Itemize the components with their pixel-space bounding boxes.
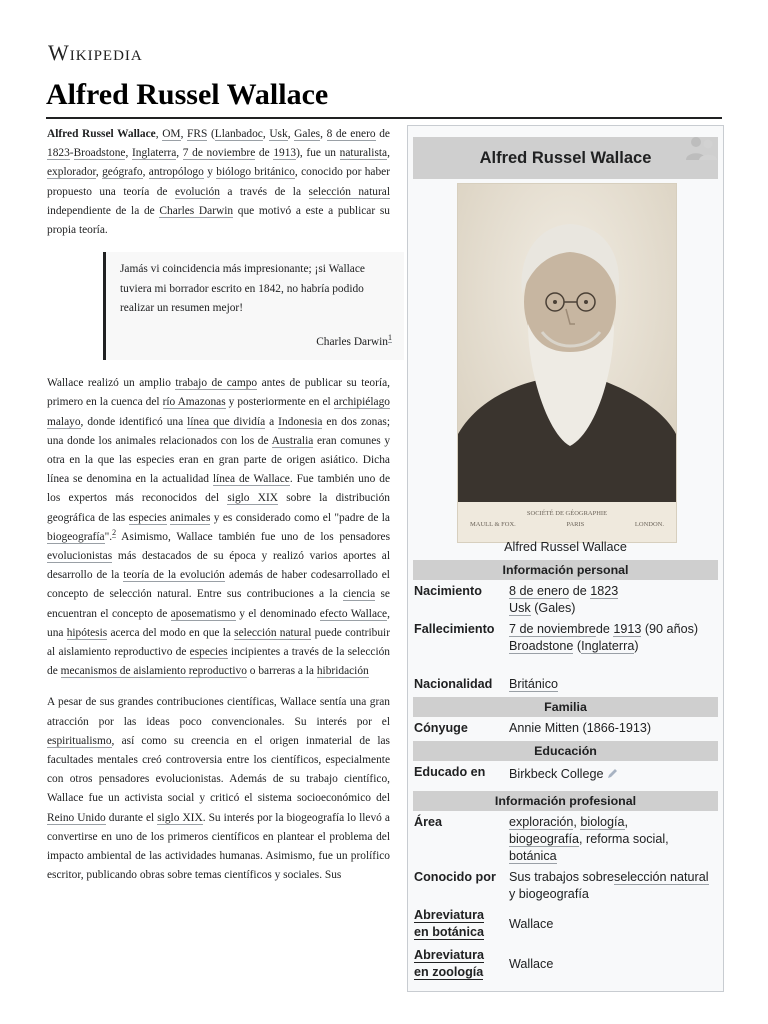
- title-divider: [46, 117, 722, 119]
- photo-caption: Alfred Russel Wallace: [504, 540, 627, 554]
- link-indonesia[interactable]: Indonesia: [278, 415, 323, 428]
- link-usk[interactable]: Usk: [509, 601, 531, 615]
- label-nacionalidad: Nacionalidad: [414, 677, 493, 691]
- page-title: Alfred Russel Wallace: [46, 78, 329, 111]
- link-naturalista[interactable]: naturalista: [339, 147, 388, 160]
- value-conocido-por: [509, 869, 714, 903]
- infobox-title: Alfred Russel Wallace: [413, 137, 718, 179]
- link-biologo[interactable]: biólogo británico: [216, 166, 295, 179]
- value-nacionalidad: [509, 676, 714, 693]
- link-birth-date[interactable]: 8 de enero: [509, 584, 570, 598]
- link-botanica[interactable]: botánica: [509, 849, 557, 863]
- label-abreviatura-botanica[interactable]: [414, 907, 506, 941]
- link-linea-wallace[interactable]: línea de Wallace: [212, 473, 290, 486]
- link-reino-unido[interactable]: Reino Unido: [47, 811, 106, 824]
- text: (90 años): [644, 622, 699, 636]
- link-australia[interactable]: Australia: [271, 434, 314, 447]
- value-abreviatura-botanica: Wallace: [509, 917, 554, 931]
- section-header-educacion: Educación: [413, 741, 718, 761]
- value-abreviatura-zoologia: Wallace: [509, 957, 554, 971]
- link-biogeografia[interactable]: biogeografía: [509, 832, 580, 846]
- intro-paragraph: Alfred Russel Wallace, OM, FRS (Llanbadoc, Usk, Gales, 8 de enero de 1823-Broadstone, Inglaterra, 7 de noviembre de 1913), fue un naturalista, explorador, geógrafo, antropólogo y biólogo británico, conocido por haber propuesto una teoría de evolución a través de la selección natural independiente de la de Charles Darwin que motivó a este a publicar su propia teoría.: [47, 128, 391, 237]
- text: de: [379, 128, 390, 140]
- link-ciencia[interactable]: ciencia: [342, 588, 376, 601]
- text: de: [572, 584, 587, 598]
- wikipedia-wordmark[interactable]: Wikipedia: [48, 40, 143, 65]
- link-linea[interactable]: línea que dividía: [187, 415, 266, 428]
- reference-2[interactable]: 2: [112, 528, 117, 538]
- link-death-date[interactable]: 7 de noviembre: [509, 622, 596, 636]
- link-death-year[interactable]: 1913: [613, 622, 642, 636]
- reference-1[interactable]: 1: [388, 332, 392, 342]
- text: , reforma social,: [579, 832, 669, 846]
- link-archipielago[interactable]: archipiélago malayo: [47, 396, 390, 428]
- text: de: [258, 147, 270, 160]
- link-seleccion-natural[interactable]: selección natural: [614, 870, 709, 884]
- text: durante el: [108, 811, 155, 824]
- label-line: Abreviatura: [414, 948, 484, 962]
- text: Sus trabajos sobre: [509, 870, 615, 884]
- link-mecanismos[interactable]: mecanismos de aislamiento reproductivo: [60, 665, 247, 678]
- text: Asimismo, Wallace también fue uno de los pensadores: [121, 530, 391, 543]
- link-explorador[interactable]: explorador: [47, 166, 96, 179]
- link-rio-amazonas[interactable]: río Amazonas: [162, 396, 226, 409]
- link-especies[interactable]: especies: [128, 511, 167, 524]
- link-evolucionistas[interactable]: evolucionistas: [47, 550, 113, 563]
- link-evolucion[interactable]: evolución: [174, 185, 220, 198]
- portrait-illustration: [458, 184, 676, 542]
- darwin-quote: [103, 252, 404, 360]
- text: a: [269, 415, 275, 428]
- link-biogeografia[interactable]: biogeografía: [47, 530, 105, 543]
- text: , una: [47, 607, 390, 639]
- text: sobre la distribución geográfica de las: [47, 492, 390, 524]
- section-header-familia: Familia: [413, 697, 718, 717]
- link-hibridacion[interactable]: hibridación: [316, 665, 369, 678]
- link-birth-year[interactable]: 1823: [590, 584, 619, 598]
- text: , donde identificó una: [80, 415, 184, 428]
- label-fallecimiento: Fallecimiento: [414, 622, 495, 636]
- imprint-right: LONDON.: [634, 521, 664, 528]
- link-broadstone[interactable]: Broadstone: [73, 147, 126, 160]
- text: más destacados de su época y realizó varios aportes al desarrollo de la: [47, 550, 390, 582]
- text: a través de la: [227, 185, 302, 198]
- text: acerca del modo en que la: [110, 626, 231, 639]
- link-especies-2[interactable]: especies: [189, 646, 228, 659]
- link-hipotesis[interactable]: hipótesis: [66, 626, 108, 639]
- link-exploracion[interactable]: exploración: [509, 815, 574, 829]
- quote-author: Charles Darwin: [316, 335, 388, 348]
- text: ".: [104, 530, 113, 543]
- text: además de haber codesarrollado el concepto de selección natural. Entre sus contribuciones a la: [47, 569, 390, 601]
- link-frs[interactable]: FRS: [187, 128, 208, 140]
- paragraph-3: [47, 693, 390, 885]
- link-birth-year[interactable]: 1823: [47, 147, 70, 160]
- text: incipientes a través de la selección de: [47, 646, 390, 678]
- paragraph-2: [47, 374, 390, 681]
- text: que motivó a este a publicar su propia teoría.: [47, 204, 390, 237]
- users-icon: [683, 133, 719, 161]
- link-teoria-evolucion[interactable]: teoría de la evolución: [123, 569, 225, 582]
- label-educado-en: Educado en: [414, 765, 486, 779]
- article-body: [47, 125, 390, 898]
- text: . Su interés por la biogeografía lo llevó a convertirse en uno de los primeros científicos en plantear el problema del impacto ambiental de las actividades humanas. Asimismo, fue un prolífico escritor, publicando obras sobre temas científicos y sociales. Sus: [47, 811, 390, 882]
- text: independiente de la de: [47, 204, 155, 217]
- link-siglo-xix[interactable]: siglo XIX: [227, 492, 278, 505]
- text: A pesar de sus grandes contribuciones científicas, Wallace sentía una gran atracción por las ideas poco convencionales. Su interés por el: [47, 696, 390, 728]
- text: puede contribuir al aislamiento reproductivo de: [47, 626, 390, 659]
- text: y es considerado como el "padre de la: [213, 511, 390, 524]
- text: en dos zonas; una donde los animales relacionados con los de: [47, 415, 390, 447]
- text: Wallace realizó un amplio: [47, 377, 171, 390]
- link-llanbadoc[interactable]: Llanbadoc: [214, 128, 263, 140]
- link-espiritualismo[interactable]: espiritualismo: [47, 734, 112, 747]
- label-conyuge: Cónyuge: [414, 721, 468, 735]
- photo-imprint: [458, 510, 676, 528]
- link-biologia[interactable]: biología: [580, 815, 625, 829]
- section-header-profesional: Información profesional: [413, 791, 718, 811]
- text: o barreras a la: [249, 665, 314, 678]
- imprint-mid: PARIS: [566, 521, 585, 528]
- link-geografo[interactable]: geógrafo: [102, 166, 143, 179]
- link-gales[interactable]: Gales: [294, 128, 321, 140]
- text: antes de publicar su teoría, primero en la cuenca del: [47, 377, 390, 409]
- text: se encuentran el concepto de: [47, 588, 390, 620]
- link-animales[interactable]: animales: [169, 511, 211, 524]
- link-death-year[interactable]: 1913: [273, 147, 297, 160]
- link-seleccion-natural-2[interactable]: selección natural: [234, 626, 312, 639]
- value-fallecimiento: 7 de noviembrede 1913 (90 años) Broadstone (Inglaterra): [509, 622, 699, 653]
- subject-name: Alfred Russel Wallace: [47, 128, 156, 140]
- text: y posteriormente en el: [228, 396, 331, 409]
- text: de: [595, 622, 610, 636]
- link-trabajo-campo[interactable]: trabajo de campo: [175, 377, 258, 390]
- value-conyuge: Annie Mitten (1866-1913): [509, 721, 652, 735]
- section-header-personal: Información personal: [413, 560, 718, 580]
- text: eran comunes y otra en la que las especies eran en gran parte de origen asiático. Dicha línea se denomina en la actualidad: [47, 434, 391, 486]
- infobox: [407, 125, 724, 992]
- link-efecto-wallace[interactable]: efecto Wallace: [319, 607, 388, 620]
- link-broadstone[interactable]: Broadstone: [509, 639, 574, 653]
- link-charles-darwin[interactable]: Charles Darwin: [159, 204, 234, 217]
- value-area: exploración, biología, biogeografía, reforma social, botánica: [509, 815, 669, 863]
- text: y biogeografía: [509, 887, 589, 901]
- quote-attribution: [120, 333, 392, 353]
- text: Birkbeck College: [509, 767, 604, 781]
- link-britanico[interactable]: Británico: [509, 677, 558, 691]
- label-line: Abreviatura: [414, 908, 484, 922]
- text: (Gales): [534, 601, 576, 615]
- link-aposematismo[interactable]: aposematismo: [170, 607, 236, 620]
- edit-pencil-icon[interactable]: [607, 768, 618, 779]
- quote-text: Jamás vi coincidencia más impresionante; ¡si Wallace tuviera mi borrador escrito en 1842, no habría podido realizar un resumen mejor!: [120, 263, 365, 315]
- label-area: Área: [414, 815, 443, 829]
- text: , conocido por haber propuesto una teoría de: [47, 166, 391, 198]
- link-birth-date[interactable]: 8 de enero: [326, 128, 376, 140]
- link-antropologo[interactable]: antropólogo: [148, 166, 204, 179]
- link-inglaterra[interactable]: Inglaterra: [581, 639, 635, 653]
- value-nacimiento: [509, 583, 714, 617]
- imprint-left: MAULL & FOX.: [470, 521, 516, 528]
- label-nacimiento: Nacimiento: [414, 584, 482, 598]
- link-om[interactable]: OM: [162, 128, 181, 140]
- link-seleccion-natural[interactable]: selección natural: [308, 185, 390, 198]
- label-line: en botánica: [414, 925, 484, 939]
- text: ), fue un: [296, 147, 336, 160]
- text: y el denominado: [239, 607, 317, 620]
- link-death-date[interactable]: 7 de noviembre: [182, 147, 256, 160]
- imprint-line: SOCIÉTÉ DE GÉOGRAPHIE: [526, 510, 608, 517]
- label-abreviatura-zoologia[interactable]: [414, 947, 506, 981]
- text: , así como su creencia en el origen inmaterial de las facultades mentales creó controversia entre los científicos, especialmente con otros pensadores evolucionistas. Además de su trabajo científico, Wallace fue un activista social y criticó el sistema socioeconómico del: [47, 734, 390, 805]
- link-inglaterra[interactable]: Inglaterra: [131, 147, 177, 160]
- portrait-photo[interactable]: [457, 183, 677, 543]
- label-line: en zoología: [414, 965, 484, 979]
- text: . Fue también uno de los expertos más reconocidos del: [47, 473, 390, 505]
- label-conocido-por: Conocido por: [414, 870, 496, 884]
- link-usk[interactable]: Usk: [269, 128, 288, 140]
- value-educado-en: [509, 766, 714, 783]
- link-siglo-xix-2[interactable]: siglo XIX: [157, 811, 203, 824]
- text: y: [207, 166, 213, 179]
